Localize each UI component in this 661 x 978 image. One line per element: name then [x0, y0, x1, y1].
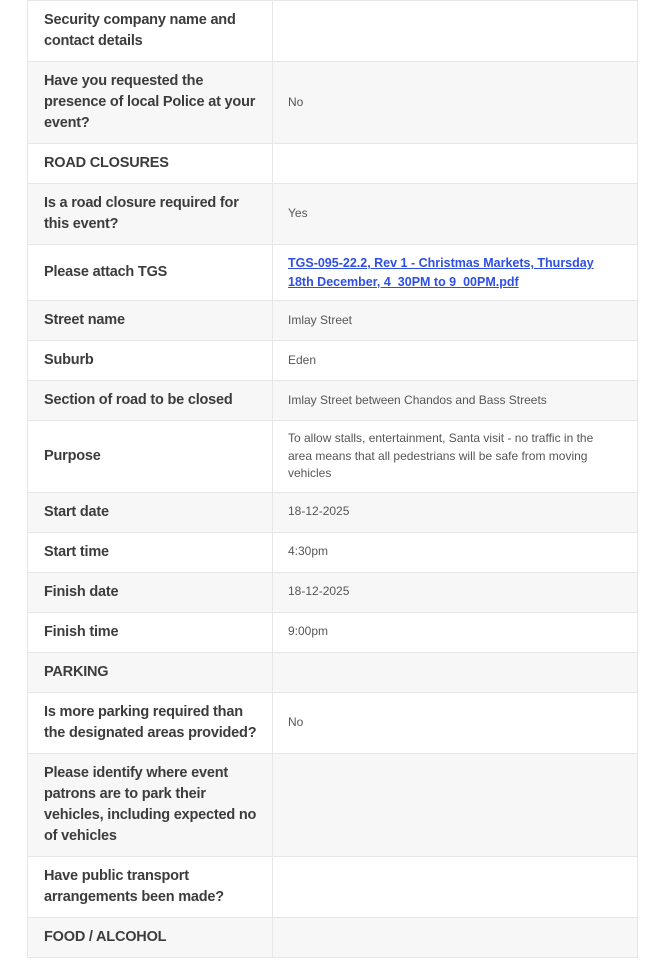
field-value: To allow stalls, entertainment, Santa visit - no traffic in the area means that all pedestrians will be safe from moving vehicles: [288, 431, 594, 480]
form-field-row: [28, 612, 638, 652]
field-value: Eden: [288, 352, 317, 367]
field-value-cell: [273, 341, 638, 381]
field-label: Please identify where event patrons are to park their vehicles, including expected no of vehicles: [44, 764, 257, 844]
field-label: Purpose: [44, 447, 101, 464]
form-field-row: [28, 184, 638, 245]
field-label-cell: [28, 753, 273, 856]
field-label-cell: [28, 692, 273, 753]
field-value: 4:30pm: [288, 544, 329, 559]
form-field-row: [28, 62, 638, 144]
form-field-row: [28, 1, 638, 62]
attached-file-link[interactable]: TGS-095-22.2, Rev 1 - Christmas Markets, Thursday 18th December, 4_30PM to 9_00PM.pdf: [288, 256, 594, 289]
form-field-row: [28, 245, 638, 301]
field-label-cell: [28, 62, 273, 144]
section-header-label: ROAD CLOSURES: [44, 155, 169, 171]
form-field-row: [28, 532, 638, 572]
form-field-row: [28, 301, 638, 341]
field-value: No: [288, 94, 304, 109]
field-label: Street name: [44, 312, 125, 328]
field-value: 9:00pm: [288, 624, 329, 639]
field-value-cell: [273, 144, 638, 184]
field-label: Is more parking required than the designated areas provided?: [44, 703, 257, 741]
field-label-cell: [28, 572, 273, 612]
field-value-cell: [273, 753, 638, 856]
form-field-row: [28, 753, 638, 856]
field-label-cell: [28, 301, 273, 341]
field-label: Have public transport arrangements been made?: [44, 867, 224, 905]
field-value-cell: [273, 612, 638, 652]
field-label: Please attach TGS: [44, 264, 168, 280]
field-value-cell: [273, 62, 638, 144]
field-value-cell: [273, 245, 638, 301]
field-value-cell: [273, 692, 638, 753]
field-value-cell: [273, 917, 638, 957]
field-label-cell: [28, 612, 273, 652]
field-value: No: [288, 714, 304, 729]
field-label: Finish time: [44, 623, 119, 640]
field-label: Security company name and contact details: [44, 12, 236, 49]
section-header-label: FOOD / ALCOHOL: [44, 928, 167, 945]
field-label-cell: [28, 856, 273, 917]
section-header-cell: [28, 917, 273, 957]
field-value-cell: [273, 301, 638, 341]
form-field-row: [28, 856, 638, 917]
field-value-cell: [273, 492, 638, 532]
section-header-row: [28, 917, 638, 957]
form-field-row: [28, 381, 638, 421]
form-field-row: [28, 572, 638, 612]
form-rows: [28, 1, 638, 958]
field-value: 18-12-2025: [288, 504, 350, 519]
form-field-row: [28, 492, 638, 532]
field-label: Start time: [44, 543, 109, 560]
field-value-cell: [273, 856, 638, 917]
field-label: Finish date: [44, 583, 119, 600]
field-label: Suburb: [44, 352, 94, 368]
section-header-label: PARKING: [44, 663, 109, 680]
form-field-row: [28, 341, 638, 381]
field-value: Imlay Street: [288, 312, 353, 327]
section-header-row: [28, 144, 638, 184]
form-summary-table: [27, 0, 638, 958]
field-value-cell: [273, 1, 638, 62]
field-value-cell: [273, 421, 638, 493]
field-label-cell: [28, 421, 273, 493]
field-value: Imlay Street between Chandos and Bass Streets: [288, 392, 547, 407]
field-value: 18-12-2025: [288, 584, 350, 599]
field-value-cell: [273, 184, 638, 245]
field-label-cell: [28, 532, 273, 572]
field-label: Is a road closure required for this event?: [44, 195, 239, 232]
field-label: Have you requested the presence of local Police at your event?: [44, 73, 256, 131]
field-label-cell: [28, 492, 273, 532]
field-value-cell: [273, 381, 638, 421]
field-label: Section of road to be closed: [44, 392, 233, 408]
section-header-row: [28, 652, 638, 692]
field-label-cell: [28, 341, 273, 381]
field-value-cell: [273, 652, 638, 692]
field-value-cell: [273, 572, 638, 612]
field-value-cell: [273, 532, 638, 572]
field-label-cell: [28, 245, 273, 301]
form-field-row: [28, 692, 638, 753]
field-label-cell: [28, 1, 273, 62]
form-field-row: [28, 421, 638, 493]
section-header-cell: [28, 652, 273, 692]
field-label-cell: [28, 184, 273, 245]
field-value: Yes: [288, 206, 308, 221]
field-label-cell: [28, 381, 273, 421]
section-header-cell: [28, 144, 273, 184]
field-label: Start date: [44, 503, 109, 520]
